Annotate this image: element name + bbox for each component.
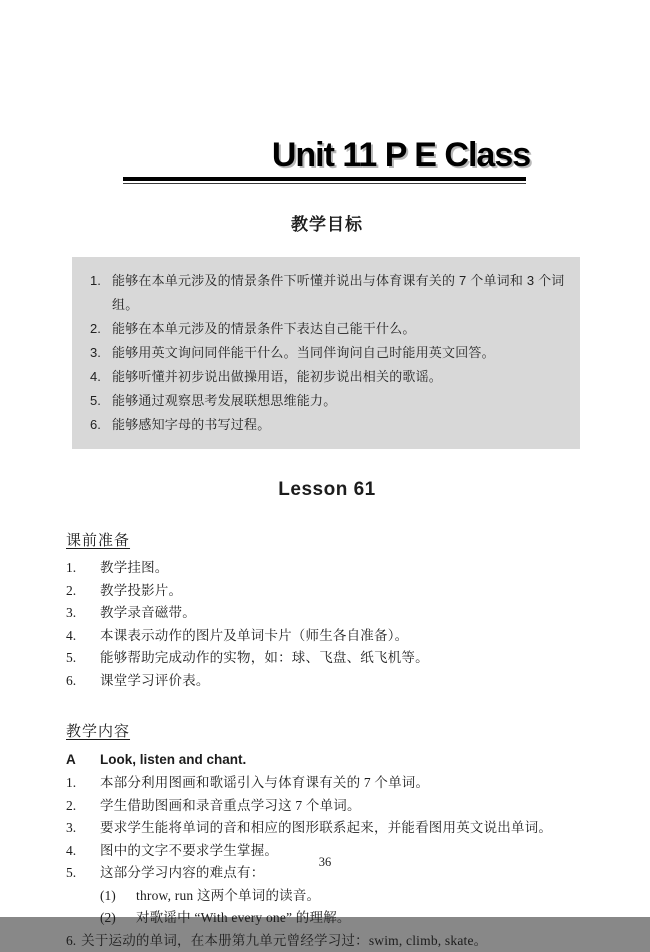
- list-item-text: 这部分学习内容的难点有：: [100, 862, 588, 885]
- list-item-text: 要求学生能将单词的音和相应的图形联系起来，并能看图用英文说出单词。: [100, 817, 588, 840]
- list-item-number: 5.: [66, 647, 100, 670]
- unit-title: Unit 11 P E Class: [66, 138, 588, 172]
- list-item-number: 4.: [66, 840, 100, 863]
- objectives-heading: 教学目标: [66, 210, 588, 235]
- list-item-number: 5.: [66, 862, 100, 885]
- list-item-number: 6.: [66, 670, 100, 693]
- list-item-text: 教学投影片。: [100, 580, 588, 603]
- list-item-number: 6.: [66, 930, 81, 952]
- list-item-text: 图中的文字不要求学生掌握。: [100, 840, 588, 863]
- list-item-text: 能够帮助完成动作的实物，如：球、飞盘、纸飞机等。: [100, 647, 588, 670]
- list-item-number: 1.: [66, 772, 100, 795]
- list-item-text: 本课表示动作的图片及单词卡片（师生各自准备）。: [100, 625, 588, 648]
- sub-list-item: [66, 885, 588, 908]
- list-item-number: 3.: [66, 602, 100, 625]
- section-a-label: A: [66, 748, 100, 771]
- objective-item: [84, 317, 574, 341]
- preparation-list: [66, 557, 588, 692]
- list-item-text: 课堂学习评价表。: [100, 670, 588, 693]
- title-rule-thin: [123, 183, 526, 184]
- list-item: [66, 772, 588, 795]
- lesson-heading: Lesson 61: [66, 479, 588, 501]
- content-heading: 教学内容: [66, 720, 588, 741]
- list-item: [66, 795, 588, 818]
- list-item-number: 3.: [66, 817, 100, 840]
- objective-text: 能够感知字母的书写过程。: [112, 413, 574, 437]
- section-a-heading: [66, 748, 588, 771]
- objective-text: 能够通过观察思考发展联想思维能力。: [112, 389, 574, 413]
- objective-text: 能够用英文询问同伴能干什么。当同伴询问自己时能用英文回答。: [112, 341, 574, 365]
- list-item: [66, 817, 588, 840]
- title-rule: [123, 177, 526, 184]
- list-item: [66, 647, 588, 670]
- objective-text: 能够在本单元涉及的情景条件下表达自己能干什么。: [112, 317, 574, 341]
- objective-item: [84, 413, 574, 437]
- objective-text: 能够在本单元涉及的情景条件下听懂并说出与体育课有关的 7 个单词和 3 个词组。: [112, 269, 574, 317]
- list-item-text: 教学挂图。: [100, 557, 588, 580]
- section-a-title: Look, listen and chant.: [100, 748, 246, 771]
- objective-item: [84, 365, 574, 389]
- list-item: [66, 557, 588, 580]
- list-item: [66, 930, 588, 952]
- objectives-box: [72, 257, 580, 449]
- list-item: [66, 580, 588, 603]
- list-item: [66, 670, 588, 693]
- list-item-number: 1.: [66, 557, 100, 580]
- sub-list-item-text: throw, run 这两个单词的读音。: [136, 885, 588, 908]
- objective-text: 能够听懂并初步说出做操用语，能初步说出相关的歌谣。: [112, 365, 574, 389]
- list-item: [66, 602, 588, 625]
- list-item-text: 教学录音磁带。: [100, 602, 588, 625]
- list-item-text: 本部分利用图画和歌谣引入与体育课有关的 7 个单词。: [100, 772, 588, 795]
- list-item-text: 关于运动的单词，在本册第九单元曾经学习过：swim, climb, skate。: [81, 930, 588, 952]
- objective-number: 5.: [84, 389, 112, 413]
- objective-number: 6.: [84, 413, 112, 437]
- preparation-heading: 课前准备: [66, 529, 588, 550]
- objective-number: 4.: [84, 365, 112, 389]
- list-item-number: 4.: [66, 625, 100, 648]
- sub-list-item-number: (1): [100, 885, 136, 908]
- objective-number: 2.: [84, 317, 112, 341]
- list-item: [66, 625, 588, 648]
- sub-list-item: [66, 907, 588, 930]
- sub-list-item-text: 对歌谣中 “With every one” 的理解。: [136, 907, 588, 930]
- page-number: 36: [0, 855, 650, 870]
- sub-list-item-number: (2): [100, 907, 136, 930]
- list-item-number: 2.: [66, 580, 100, 603]
- title-rule-thick: [123, 177, 526, 181]
- objective-item: [84, 389, 574, 413]
- objective-number: 3.: [84, 341, 112, 365]
- list-item-text: 学生借助图画和录音重点学习这 7 个单词。: [100, 795, 588, 818]
- objective-item: [84, 341, 574, 365]
- objective-item: [84, 269, 574, 317]
- list-item-number: 2.: [66, 795, 100, 818]
- title-block: [66, 0, 588, 184]
- objective-number: 1.: [84, 269, 112, 317]
